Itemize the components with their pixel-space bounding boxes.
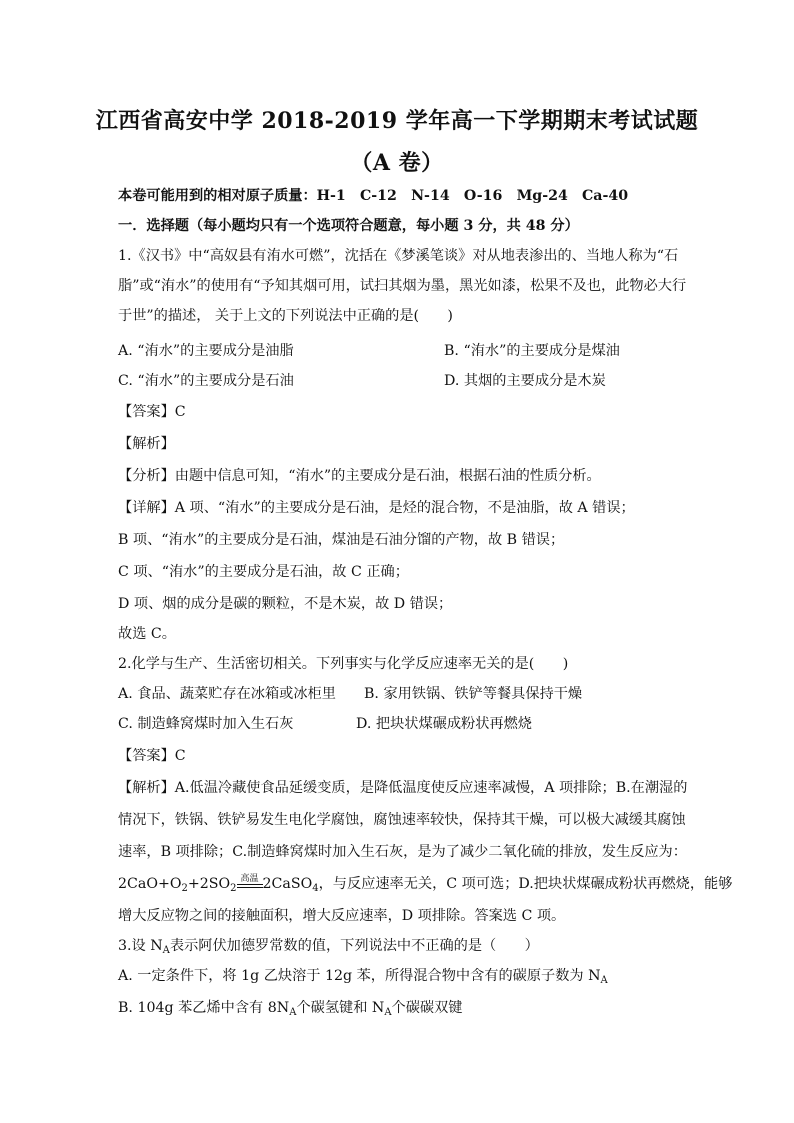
q3-option-a: [118, 966, 684, 986]
q2-answer: 【答案】C: [118, 748, 186, 764]
q3-stem-start: 3.设 N: [118, 938, 163, 954]
q2-option-b: B. 家用铁锅、铁铲等餐具保持干燥: [364, 686, 583, 702]
q1-stem-line-1: 1.《汉书》中“高奴县有洧水可燃”，沈括在《梦溪笔谈》对从地表渗出的、当地人称为“石: [118, 248, 679, 264]
q3-option-b-text-2: 个碳氢键和 N: [296, 1000, 385, 1016]
q3-option-b-subscript-1: A: [289, 1007, 297, 1018]
q3-option-b: [118, 998, 684, 1018]
q3-option-a-subscript: A: [600, 975, 608, 986]
q3-option-b-subscript-2: A: [384, 1007, 392, 1018]
eq-prefix: 2CaO+O: [118, 876, 182, 892]
q2-options-row-1: [118, 684, 684, 704]
q2-analysis-line-3: 速率，B 项排除；C.制造蜂窝煤时加入生石灰，是为了减少二氧化硫的排放，发生反应为：: [118, 844, 687, 860]
q1-answer: 【答案】C: [118, 404, 186, 420]
q1-option-b: B. “洧水”的主要成分是煤油: [444, 343, 620, 359]
q3-stem-subscript: A: [162, 945, 170, 956]
q3-option-b-text-3: 个碳碳双键: [391, 1000, 463, 1016]
section-heading: 一．选择题（每小题均只有一个选项符合题意，每小题 3 分，共 48 分）: [118, 218, 579, 234]
eq-arrow: [237, 875, 263, 888]
q3-option-a-text: A. 一定条件下，将 1g 乙炔溶于 12g 苯，所得混合物中含有的碳原子数为 N: [118, 968, 601, 984]
eq-product: 2CaSO: [262, 876, 313, 892]
q1-analysis-line-4: C 项、“洧水”的主要成分是石油，故 C 正确；: [118, 564, 409, 580]
eq-o2-subscript: 2: [181, 883, 188, 894]
exam-title: 江西省高安中学 2018-2019 学年高一下学期期末考试试题: [95, 108, 699, 134]
q1-options-row-2: [118, 371, 684, 391]
eq-condition: 高温: [240, 874, 259, 884]
q1-option-c: C. “洧水”的主要成分是石油: [118, 373, 294, 389]
q1-analysis-line-3: B 项、“洧水”的主要成分是石油，煤油是石油分馏的产物，故 B 错误；: [118, 532, 565, 548]
q2-analysis-last: 增大反应物之间的接触面积，增大反应速率，D 项排除。答案选 C 项。: [118, 908, 566, 924]
q1-options-row-1: [118, 341, 684, 361]
exam-subtitle: （A 卷）: [350, 150, 444, 176]
q2-option-c: C. 制造蜂窝煤时加入生石灰: [118, 716, 294, 732]
q1-analysis-line-6: 故选 C。: [118, 626, 176, 642]
q3-stem: [118, 936, 684, 956]
q1-analysis-line-5: D 项、烟的成分是碳的颗粒，不是木炭，故 D 错误；: [118, 596, 453, 612]
q2-options-row-2: [118, 714, 684, 734]
q3-option-b-text-1: B. 104g 苯乙烯中含有 8N: [118, 1000, 290, 1016]
q2-option-d: D. 把块状煤碾成粉状再燃烧: [356, 716, 532, 732]
q1-analysis-line-1: 【分析】由题中信息可知，“洧水”的主要成分是石油，根据石油的性质分析。: [118, 468, 601, 484]
q1-stem-line-2: 脂”或“洧水”的使用有“予知其烟可用，试扫其烟为墨，黑光如漆，松果不及也，此物必大行: [118, 278, 687, 294]
q2-stem: 2.化学与生产、生活密切相关。下列事实与化学反应速率无关的是( ): [118, 656, 569, 672]
q1-analysis-line-2: 【详解】A 项、“洧水”的主要成分是石油，是烃的混合物，不是油脂，故 A 错误；: [118, 500, 635, 516]
q1-option-a: A. “洧水”的主要成分是油脂: [118, 343, 294, 359]
q1-analysis-label: 【解析】: [118, 436, 175, 452]
q1-stem-line-3: 于世”的描述， 关于上文的下列说法中正确的是( ): [118, 308, 453, 324]
q1-option-d: D. 其烟的主要成分是木炭: [444, 373, 606, 389]
q2-equation-line: [118, 874, 733, 894]
q3-stem-rest: 表示阿伏加德罗常数的值，下列说法中不正确的是（ ）: [169, 938, 539, 954]
eq-mid: +2SO: [187, 876, 231, 892]
q2-option-a: A. 食品、蔬菜贮存在冰箱或冰柜里: [118, 686, 336, 702]
eq-so2-subscript: 2: [230, 883, 237, 894]
q2-analysis-line-1: 【解析】A.低温冷藏使食品延缓变质，是降低温度使反应速率减慢，A 项排除；B.在潮湿的: [118, 780, 688, 796]
eq-rest: ，与反应速率无关，C 项可选；D.把块状煤碾成粉状再燃烧，能够: [318, 876, 733, 892]
eq-caso4-subscript: 4: [312, 883, 319, 894]
q2-analysis-line-2: 情况下，铁锅、铁铲易发生电化学腐蚀，腐蚀速率较快，保持其干燥，可以极大减缓其腐蚀: [118, 812, 686, 828]
atomic-masses: 本卷可能用到的相对原子质量：H-1 C-12 N-14 O-16 Mg-24 Ca-40: [118, 188, 629, 204]
